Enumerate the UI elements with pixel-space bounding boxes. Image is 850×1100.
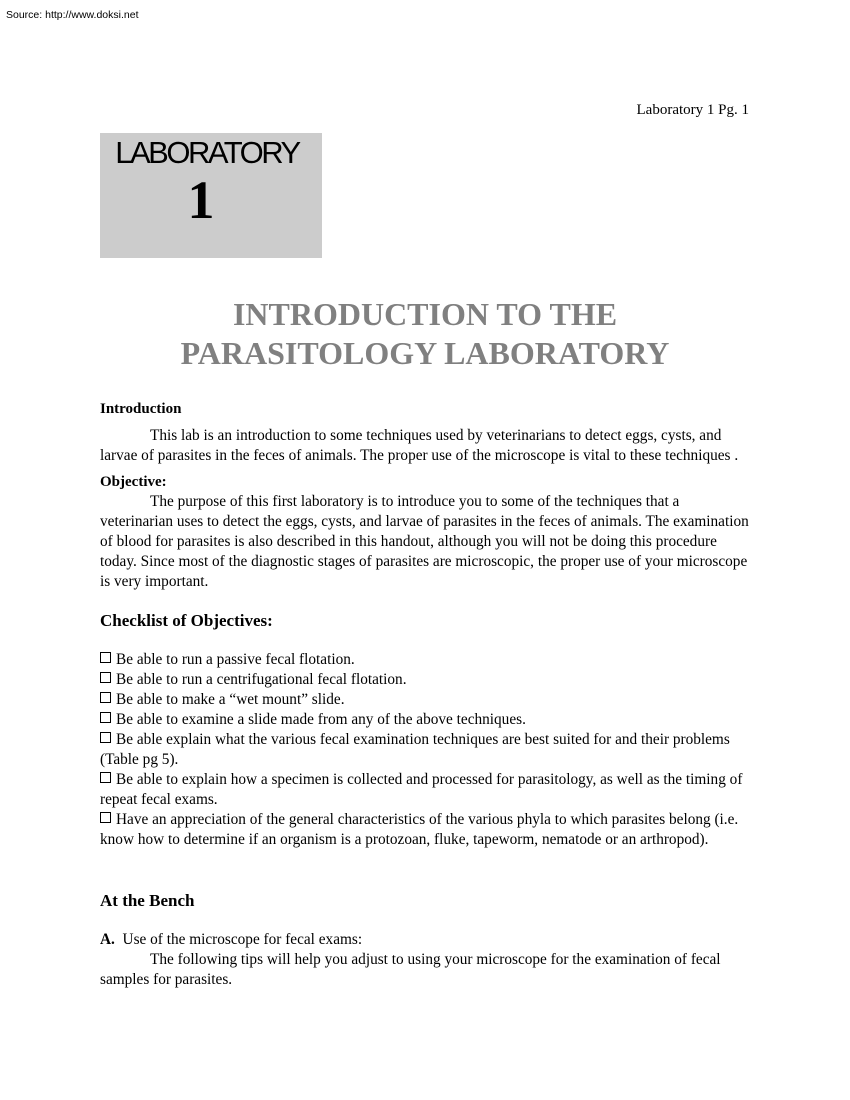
checklist-heading: Checklist of Objectives: — [100, 611, 273, 630]
checkbox-icon — [100, 672, 111, 683]
checkbox-icon — [100, 812, 111, 823]
title-line-1: INTRODUCTION TO THE — [232, 296, 618, 332]
checkbox-icon — [100, 692, 111, 703]
checkbox-icon — [100, 712, 111, 723]
document-body — [100, 399, 750, 990]
laboratory-word: LABORATORY — [115, 135, 299, 170]
section-a-title: A. Use of the microscope for fecal exams: — [100, 931, 363, 948]
section-a-text: The following tips will help you adjust to using your microscope for the examination of fecal samples for parasites. — [100, 951, 721, 988]
checklist-item: Be able to explain how a specimen is collected and processed for parasitology, as well as the timing of repeat fecal exams. — [100, 771, 743, 808]
source-url: Source: http://www.doksi.net — [6, 9, 139, 21]
laboratory-number: 1 — [187, 170, 215, 230]
bench-heading: At the Bench — [100, 891, 195, 910]
page-title — [0, 295, 850, 373]
checkbox-icon — [100, 732, 111, 743]
section-a-label: A. — [100, 931, 115, 948]
checklist-item: Be able to run a centrifugational fecal flotation. — [100, 670, 750, 690]
objective-heading: Objective: — [100, 474, 167, 490]
checklist-item: Be able to run a passive fecal flotation. — [100, 650, 750, 670]
laboratory-badge — [100, 133, 322, 258]
checkbox-icon — [100, 652, 111, 663]
checklist — [100, 650, 750, 850]
introduction-text: This lab is an introduction to some techniques used by veterinarians to detect eggs, cysts, and larvae of parasites in the feces of animals. The proper use of the microscope is vital to these techniques . — [100, 427, 739, 464]
introduction-heading: Introduction — [100, 401, 182, 417]
page-header: Laboratory 1 Pg. 1 — [636, 102, 749, 118]
checklist-item: Have an appreciation of the general characteristics of the various phyla to which parasites belong (i.e. know how to determine if an organism is a protozoan, fluke, tapeworm, nematode or an arthropod). — [100, 811, 739, 848]
checklist-item: Be able to examine a slide made from any of the above techniques. — [100, 710, 750, 730]
checkbox-icon — [100, 772, 111, 783]
title-line-2: PARASITOLOGY LABORATORY — [180, 335, 670, 371]
objective-text: The purpose of this first laboratory is to introduce you to some of the techniques that a veterinarian uses to detect the eggs, cysts, and larvae of parasites in the feces of animals. The examination of blood for parasites is also described in this handout, although you will not be doing this procedure today. Since most of the diagnostic stages of parasites are microscopic, the proper use of your microscope is very important. — [100, 493, 749, 590]
checklist-item: Be able to make a “wet mount” slide. — [100, 690, 750, 710]
checklist-item: Be able explain what the various fecal examination techniques are best suited for and their problems (Table pg 5). — [100, 731, 730, 768]
